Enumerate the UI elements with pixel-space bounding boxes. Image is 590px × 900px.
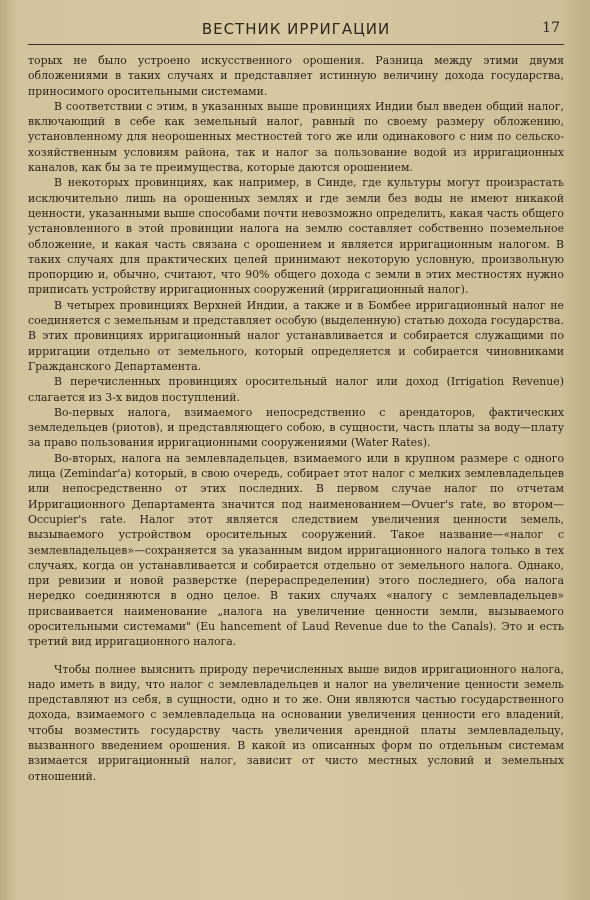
journal-title: ВЕСТНИК ИРРИГАЦИИ — [201, 20, 391, 38]
paragraph: Во-вторых, налога на землевладельцев, взимаемого или в крупном размере с одного лица (Zemindar'а) который, в свою очередь, собирает этот налог с мелких землевладельцев или непосредственно от этих последних. В первом случае налог по отчетам Ирригационного Департамента значится под наименованием—Ovuer's rate, во втором—Occupier's rate. Налог этот является следствием увеличения ценности земель, вызываемого устройством оросительных сооружений. Такое название—«налог с землевладельцев»—сохраняется за указанным видом ирригационного налога только в тех случаях, когда он устанавливается и собирается отдельно от земельного налога. Однако, при ревизии и новой разверстке (перераспределении) этого последнего, оба налога нередко соединяются в одно целое. В таких случаях «налогу с землевладельцев» присваивается наименование „налога на увеличение ценности земли, вызываемого оросительными системами" (Eu hancement of Laud Revenue due to the Canals). Это и есть третий вид ирригационного налога. — [28, 451, 564, 649]
page-number: 17 — [542, 20, 560, 36]
paragraph: В четырех провинциях Верхней Индии, а также и в Бомбее ирригационный налог не соединяется с земельным и представляет особую (выделенную) статью дохода государства. В этих провинциях ирригационный налог устанавливается и собирается служащими по ирригации отдельно от земельного, который определяется и собирается чиновниками Гражданского Департамента. — [28, 298, 564, 373]
paragraph: В некоторых провинциях, как например, в Синде, где культуры могут произрастать исключительно лишь на орошенных землях и где земли без воды не имеют никакой ценности, указанными выше способами почти невозможно определить, какая часть общего установленного в этой провинции налога на землю составляет собственно поземельное обложение, и какая часть связана с орошением и является ирригационным налогом. В таких случаях для практических целей принимают некоторую условную, произвольную пропорцию и, обычно, считают, что 90% общего дохода с земли в этих местностях нужно приписать устройству ирригационных сооружений (ирригационный налог). — [28, 176, 564, 297]
body-text — [28, 53, 564, 784]
paragraph: В соответствии с этим, в указанных выше провинциях Индии был введен общий налог, включающий в себе как земельный налог, равный по своему размеру обложению, установленному для неорошенных местностей того же или одинакового с ним по сельско-хозяйственным условиям района, так и налог за пользование водой из ирригационных каналов, как бы за те преимущества, которые даются орошением. — [28, 99, 564, 175]
paragraph: Во-первых налога, взимаемого непосредственно с арендаторов, фактических земледельцев (риотов), и представляющего собою, в сущности, часть платы за воду—плату за право пользования ирригационными сооружениями (Water Rates). — [28, 405, 564, 450]
paragraph: В перечисленных провинциях оросительный налог или доход (Irrigation Revenue) слагается из 3-х видов поступлений. — [28, 375, 564, 404]
running-header — [28, 14, 564, 45]
paragraph: торых не было устроено искусственного орошения. Разница между этими двумя обложениями в таких случаях и представляет истинную величину дохода государства, приносимого оросительными системами. — [28, 54, 564, 98]
paragraph: Чтобы полнее выяснить природу перечисленных выше видов ирригационного налога, надо иметь в виду, что налог с землевладельцев и налог на увеличение ценности земель представляют из себя, в сущности, одно и то же. Они являются частью государственного дохода, взимаемого с землевладельца на основании увеличения ценности его владений, чтобы возместить государству часть увеличения арендной платы землевладельцу, вызванного введением орошения. В какой из описанных форм по отдельным системам взимается ирригационный налог, зависит от чисто местных условий и земельных отношений. — [28, 662, 564, 783]
